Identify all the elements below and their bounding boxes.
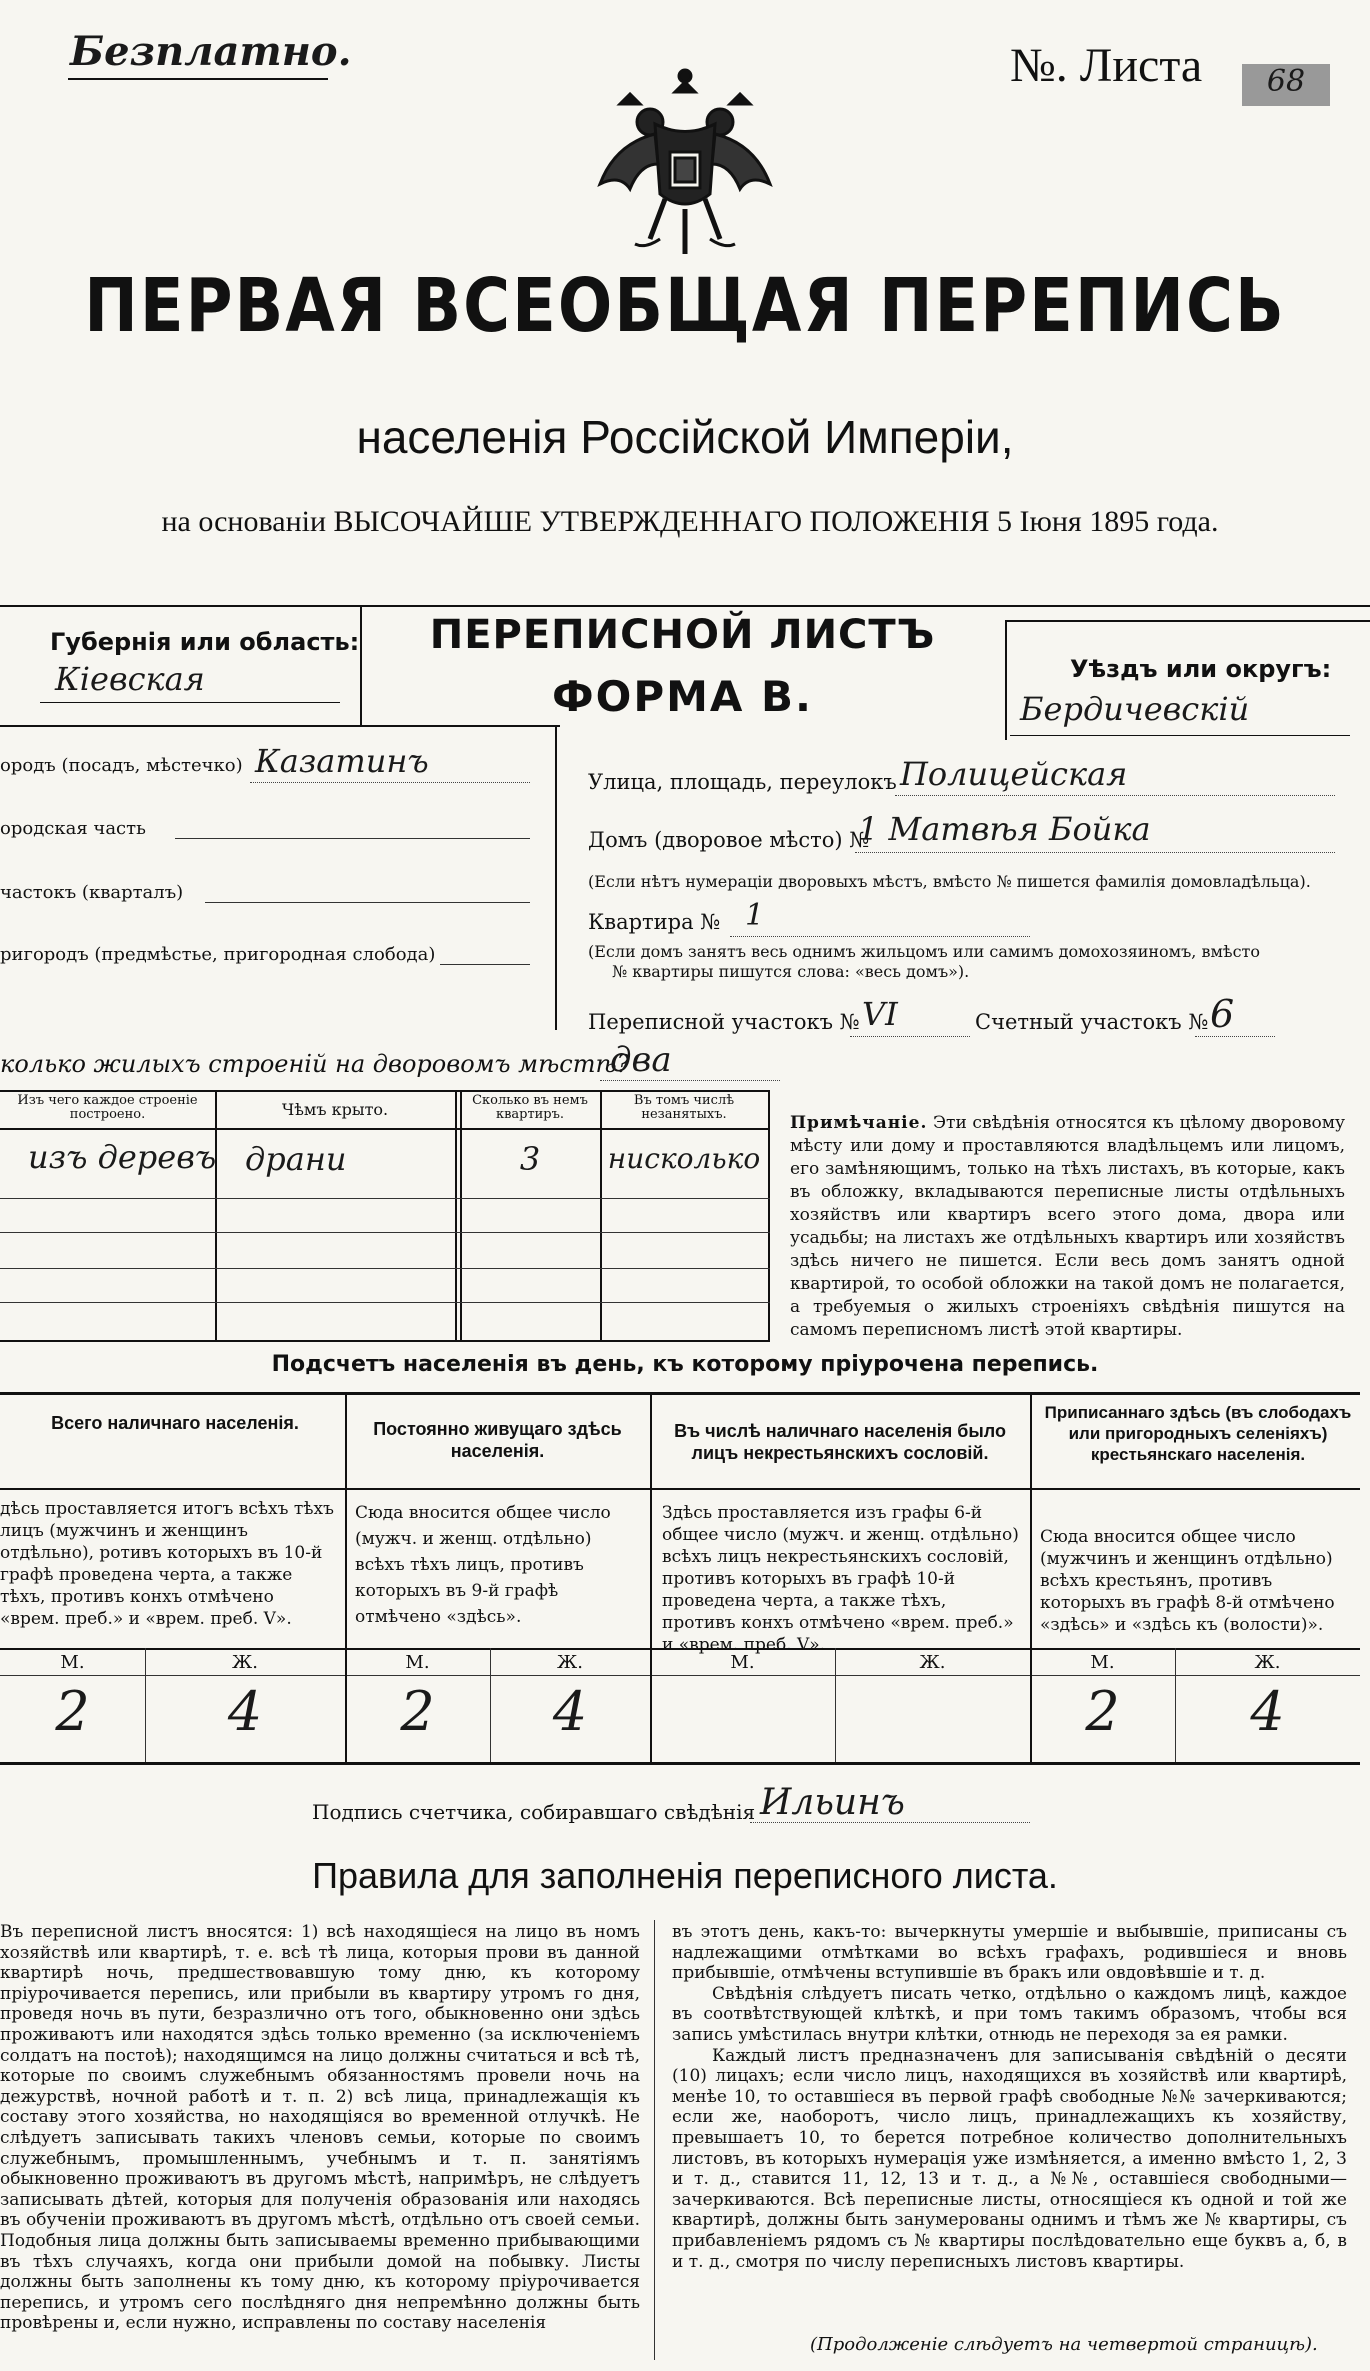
house-note: (Если нѣтъ нумераціи дворовыхъ мѣстъ, вмѣсто № пишется фамилія домовладѣльца). (588, 872, 1311, 891)
buildings-header-roof: Чѣмъ крыто. (281, 1100, 389, 1119)
free-underline (68, 78, 328, 80)
count-col4-f-value: 4 (1250, 1680, 1285, 1743)
note-heading: Примѣчаніе. (790, 1113, 928, 1133)
count-col4-head: Приписаннаго здѣсь (въ слободахъ или пригородныхъ селеніяхъ) крестьянскаго населенія. (1044, 1403, 1352, 1464)
buildings-header-vacant: Въ томъ числѣ незанятыхъ. (633, 1093, 735, 1122)
page-subtitle: населенія Россійской Имперіи, (356, 411, 1014, 463)
buildings-cell-vacant: нисколько (607, 1142, 761, 1175)
rules-right-column (672, 1922, 1347, 2272)
page-title: ПЕРВАЯ ВСЕОБЩАЯ ПЕРЕПИСЬ (84, 264, 1286, 350)
count-col2-f-label: Ж. (557, 1652, 583, 1673)
count-col3-m-label: М. (730, 1652, 755, 1673)
buildings-question: колько жилыхъ строеній на дворовомъ мѣстѣ? (0, 1050, 630, 1078)
street-value: Полицейская (900, 755, 1128, 793)
rules-continued: (Продолженіе слѣдуетъ на четвертой страницѣ). (810, 2334, 1318, 2355)
count-col3-head: Въ числѣ наличнаго населенія было лицъ некрестьянскихъ сословій. (674, 1421, 1006, 1463)
count-title: Подсчетъ населенія въ день, къ которому пріурочена перепись. (271, 1352, 1099, 1377)
rules-right-para-1: въ этотъ день, какъ-то: вычеркнуты умершіе и выбывшіе, приписаны съ надлежащими отмѣтками во всѣхъ графахъ, родившіеся и вновь прибывшіе, отмѣчены вступившіе въ бракъ или овдовѣвшіе и т. д. (672, 1922, 1347, 1984)
count-col4-f-label: Ж. (1254, 1652, 1281, 1673)
note (790, 1112, 1345, 1342)
rules-right-para-2: Свѣдѣнія слѣдуетъ писать четко, отдѣльно о каждомъ лицѣ, каждое въ соотвѣтствующей клѣткѣ, и при томъ такимъ образомъ, чтобы вся запись умѣстилась внутри клѣтки, отнюдь не переходя за ея рамки. (672, 1983, 1347, 2045)
city-value: Казатинъ (255, 742, 429, 780)
province-value: Кіевская (55, 660, 205, 698)
count-col1-f-value: 4 (227, 1680, 263, 1743)
buildings-answer: два (610, 1040, 672, 1080)
rules-left-column: Въ переписной листъ вносятся: 1) всѣ находящіеся на лицо въ номъ хозяйствѣ или квартирѣ, т. е. всѣ тѣ лица, которыя прови въ данной квартирѣ ночь, предшествовавшую тому дню, къ которому пріурочивается перепись, или прибыли въ квартиру утромъ го дня, проведя ночь въ пути, безразлично отъ того, обыкновенно они здѣсь проживаютъ или находятся здѣсь только временно (за исключеніемъ солдатъ на постоѣ); находящимся на лицо должны считаться и всѣ тѣ, которые по своимъ служебнымъ обязанностямъ провели ночь на дежурствѣ, ночной работѣ и т. п. 2) всѣ лица, принадлежащія къ составу этого хозяйства, но находящіяся во временной отлучкѣ. Не слѣдуетъ записывать такихъ членовъ семьи, которые по своимъ служебнымъ, промышленнымъ, учебнымъ и т. п. занятіямъ обыкновенно проживаютъ въ другомъ мѣстѣ, напримѣръ, не слѣдуетъ записывать дѣтей, которыя для полученія образованія или находясь въ обученіи проживаютъ въ другомъ мѣстѣ, отдѣльно отъ своей семьи. Подобныя лица должны быть записываемы временно прибывающими въ тѣхъ случаяхъ, когда они прибыли домой на побывку. Листы должны быть заполнены къ тому дню, къ которому пріурочивается перепись, и утромъ сего послѣдняго дня непремѣнно должны быть провѣрены и, если нужно, исправлены по составу населенія (0, 1922, 640, 2334)
count-area-value: 6 (1210, 992, 1235, 1036)
count-col4-m-value: 2 (1085, 1680, 1120, 1743)
count-col1-head: Всего наличнаго населенія. (51, 1413, 299, 1433)
count-col2-m-value: 2 (400, 1680, 435, 1743)
sheet-no-value: 68 (1242, 64, 1330, 106)
double-headed-eagle-icon (590, 64, 780, 269)
street-label: Улица, площадь, переулокъ (588, 770, 897, 794)
apartment-label: Квартира № (588, 910, 721, 934)
rules-title: Правила для заполненія переписного листа. (312, 1855, 1058, 1896)
count-col2-m-label: М. (405, 1652, 430, 1673)
count-col3-f-label: Ж. (919, 1652, 946, 1673)
count-col1-f-label: Ж. (232, 1652, 258, 1673)
count-col1-body: дѣсь проставляется итогъ всѣхъ тѣхъ лицъ (мужчинъ и женщинъ отдѣльно), ротивъ которыхъ въ 10-й графѣ проведена черта, а также тѣхъ, противъ конхъ отмѣчено «врем. преб.» и «врем. преб. V». (0, 1499, 334, 1629)
basis-line: на основаніи ВЫСОЧАЙШЕ УТВЕРЖДЕННАГО ПОЛОЖЕНІЯ 5 Іюня 1895 года. (161, 505, 1219, 538)
buildings-header-apartments: Сколько въ немъ квартиръ. (472, 1093, 588, 1122)
city-label: ородъ (посадъ, мѣстечко) (0, 755, 243, 776)
sheet-title: ПЕРЕПИСНОЙ ЛИСТЪ (429, 612, 936, 658)
signature-label: Подпись счетчика, собиравшаго свѣдѣнія (312, 1800, 756, 1824)
buildings-cell-material: изъ деревъ (28, 1138, 217, 1176)
apartment-note-2: № квартиры пишутся слова: «весь домъ»). (612, 962, 970, 981)
count-area-label: Счетный участокъ № (975, 1010, 1209, 1034)
buildings-cell-roof: драни (245, 1140, 347, 1178)
sheet-no-label: №. Листа (1010, 39, 1203, 92)
count-col2-f-value: 4 (552, 1680, 588, 1743)
precinct-label: частокъ (кварталъ) (0, 882, 184, 903)
house-value: 1 Матвѣя Бойка (858, 810, 1151, 848)
district-value: Бердичевскій (1020, 690, 1250, 728)
form-title: ФОРМА В. (551, 672, 814, 721)
note-text: Эти свѣдѣнія относятся къ цѣлому дворовому мѣсту или дому и проставляются владѣльцемъ или лицомъ, его замѣняющимъ, только на тѣхъ листахъ, въ которые, какъ въ обложку, вкладываются переписные листы отдѣльныхъ хозяйствъ или квартиръ всего этого дома, двора или усадьбы; на листахъ же отдѣльныхъ квартиръ или хозяйствъ здѣсь ничего не пишется. Если весь домъ занятъ одной квартирой, то особой обложки на такой домъ не полагается, а требуемыя о жилыхъ строеніяхъ свѣдѣнія пишутся на самомъ переписномъ листѣ этой квартиры. (790, 1113, 1345, 1340)
suburb-label: ригородъ (предмѣстье, пригородная слобода) (0, 944, 436, 965)
census-area-label: Переписной участокъ № (588, 1010, 860, 1034)
count-col4-body: Сюда вносится общее число (мужчинъ и женщинъ отдѣльно) всѣхъ крестьянъ, противъ которыхъ въ графѣ 8-й отмѣчено «здѣсь» и «здѣсь къ (волости)». (1040, 1527, 1335, 1635)
free-label: Безплатно. (70, 28, 352, 75)
district-label: Уѣздъ или округъ: (1070, 655, 1332, 683)
count-col4-m-label: М. (1090, 1652, 1115, 1673)
buildings-cell-apartments: 3 (519, 1140, 541, 1178)
signature-value: Ильинъ (760, 1782, 905, 1823)
count-col1-m-label: М. (60, 1652, 85, 1673)
city-part-label: ородская часть (0, 818, 146, 839)
apartment-note-1: (Если домъ занятъ весь однимъ жильцомъ или самимъ домохозяиномъ, вмѣсто (588, 942, 1261, 961)
apartment-value: 1 (745, 898, 765, 933)
count-col2-head: Постоянно живущаго здѣсь населенія. (373, 1419, 622, 1461)
buildings-header-material: Изъ чего каждое строеніе построено. (17, 1093, 198, 1122)
house-label: Домъ (дворовое мѣсто) № (588, 828, 870, 852)
rules-right-para-3: Каждый листъ предназначенъ для записыванія свѣдѣній о десяти (10) лицахъ; если число лицъ, находящихся въ хозяйствѣ или квартирѣ, менѣе 10, то оставшіеся въ первой графѣ свободные №№ зачеркиваются; если же, наоборотъ, число лицъ, принадлежащихъ къ хозяйству, превышаетъ 10, то берется потребное количество дополнительныхъ листовъ, въ которыхъ нумерація уже измѣняется, а именно вмѣсто 1, 2, 3 и т. д., ставится 11, 12, 13 и т. д., а №№, оставшіеся свободными—зачеркиваются. Всѣ переписные листы, относящіеся къ одной и той же квартирѣ, должны быть занумерованы однимъ и тѣмъ же № квартиры, съ прибавленіемъ рядомъ съ № квартиры послѣдовательно еще буквъ а, б, в и т. д., смотря по числу переписныхъ листовъ квартиры. (672, 2045, 1347, 2272)
count-col3-body: Здѣсь проставляется изъ графы 6-й общее число (мужч. и женщ. отдѣльно) всѣхъ лицъ некрестьянскихъ сословій, противъ которыхъ въ графѣ 10-й проведена черта, а также тѣхъ, противъ конхъ отмѣчено «врем. преб.» и «врем. преб. V». (662, 1503, 1019, 1655)
census-area-value: VI (862, 995, 898, 1033)
province-label: Губернія или область: (50, 628, 360, 656)
count-col2-body: Сюда вносится общее число (мужч. и женщ. отдѣльно) всѣхъ тѣхъ лицъ, противъ которыхъ въ 9-й графѣ отмѣчено «здѣсь». (355, 1503, 611, 1627)
count-col1-m-value: 2 (55, 1680, 90, 1743)
